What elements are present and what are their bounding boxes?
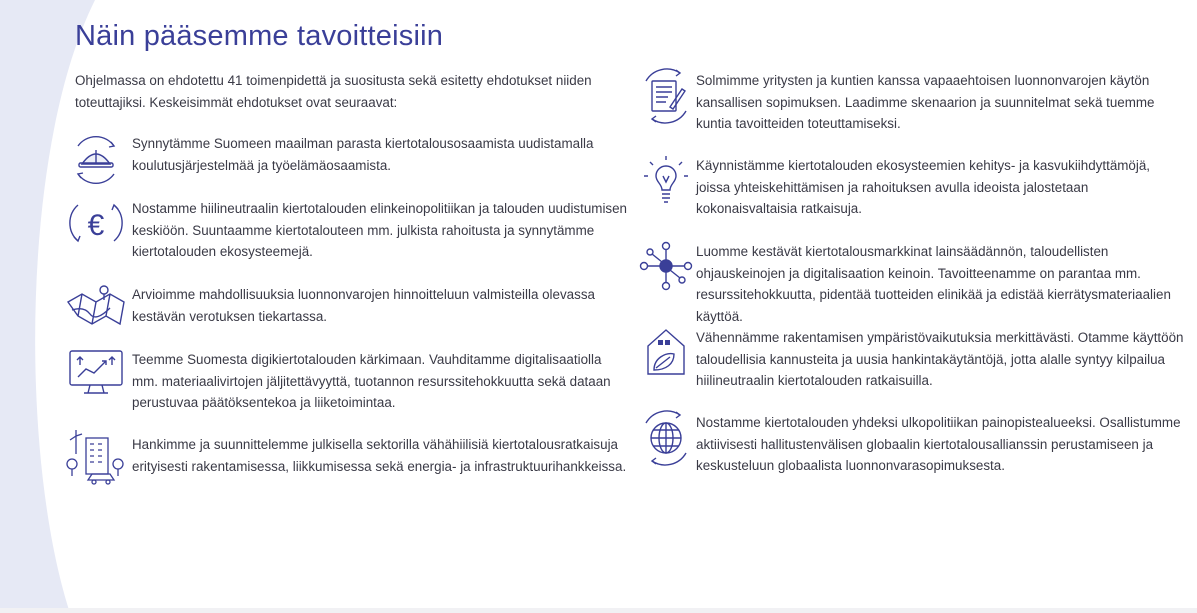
- city-icon: [64, 430, 128, 488]
- proposal-item: [634, 152, 1194, 222]
- svg-text:€: €: [87, 209, 105, 242]
- proposal-item: [64, 430, 634, 490]
- bottom-edge: [0, 608, 1197, 613]
- proposal-text: Solmimme yritysten ja kuntien kanssa vapaaehtoisen luonnonvarojen käytön kansallisen sopimuksen. Laadimme skenaarion ja suunnitelmat sekä tuemme kuntia tavoitteiden toteuttamiseksi.: [696, 73, 1155, 131]
- proposal-item: [634, 409, 1194, 479]
- helmet-icon: [64, 130, 128, 188]
- proposal-text: Vähennämme rakentamisen ympäristövaikutuksia merkittävästi. Otamme käyttöön taloudellisia kannusteita ja uusia hankintakäytäntöjä, jotta alalle syntyy kilpailua hiilineutraalin kiertotalouden ratkaisuilla.: [696, 330, 1184, 388]
- digital-screen-icon: [64, 345, 128, 403]
- euro-icon: [64, 195, 128, 253]
- proposal-text: Arvioimme mahdollisuuksia luonnonvarojen hinnoitteluun valmisteilla olevassa kestävän verotuksen tiekartassa.: [132, 287, 595, 324]
- proposal-item: [64, 280, 634, 340]
- proposal-text: Synnytämme Suomeen maailman parasta kiertotalousosaamista uudistamalla koulutusjärjestelmää ja työelämäosaamista.: [132, 136, 594, 173]
- globe-icon: [634, 409, 698, 467]
- building-leaf-icon: [634, 324, 698, 382]
- proposal-item: [64, 130, 634, 190]
- intro-text: Ohjelmassa on ehdotettu 41 toimenpidettä ja suositusta sekä esitetty ehdotukset niiden toteuttajiksi. Keskeisimmät ehdotukset ovat seuraavat:: [75, 73, 592, 110]
- proposal-item: [634, 238, 1194, 324]
- proposal-text: Nostamme hiilineutraalin kiertotalouden elinkeinopolitiikan ja talouden uudistumisen keskiöön. Suuntaamme kiertotalouteen mm. julkista rahoitusta ja synnytämme kiertotalouden ekosysteemejä.: [132, 201, 628, 259]
- proposal-item: [634, 324, 1194, 394]
- proposal-text: Nostamme kiertotalouden yhdeksi ulkopolitiikan painopistealueeksi. Osallistumme aktiivisesti hallitustenvälisen globaalin kiertotalousallianssin perustamiseen ja keskusteluun globaalista luonnonvarasopimuksesta.: [696, 415, 1181, 473]
- proposal-text: Käynnistämme kiertotalouden ekosysteemien kehitys- ja kasvukiihdyttämöjä, joissa yhteiskehittämisen ja rahoituksen avulla ideoista jalostetaan kokonaisvaltaisia ratkaisuja.: [696, 158, 1151, 216]
- proposal-item: [634, 67, 1194, 137]
- map-icon: [64, 280, 128, 338]
- page-title: Näin pääsemme tavoitteisiin: [75, 20, 444, 52]
- document-icon: [634, 67, 698, 125]
- proposal-text: Hankimme ja suunnittelemme julkisella sektorilla vähähiilisiä kiertotalousratkaisuja erityisesti rakentamisessa, liikkumisessa sekä energia- ja infrastruktuurihankkeissa.: [132, 437, 627, 474]
- proposal-item: [64, 345, 634, 415]
- proposal-item: [64, 195, 634, 265]
- network-icon: [634, 238, 698, 296]
- lightbulb-icon: [634, 152, 698, 210]
- proposal-text: Luomme kestävät kiertotalousmarkkinat lainsäädännön, taloudellisten ohjauskeinojen ja digitalisaation keinoin. Tavoitteenamme on parantaa mm. resurssitehokkuutta, pidentää tuotteiden elinikää ja edistää kierrätysmateriaalien käyttöä.: [696, 244, 1171, 324]
- proposal-text: Teemme Suomesta digikiertotalouden kärkimaan. Vauhditamme digitalisaatiolla mm. materiaalivirtojen jäljitettävyyttä, tuotannon resurssitehokkuutta sekä dataan perustuvaa päätöksentekoa ja liiketoimintaa.: [132, 352, 611, 410]
